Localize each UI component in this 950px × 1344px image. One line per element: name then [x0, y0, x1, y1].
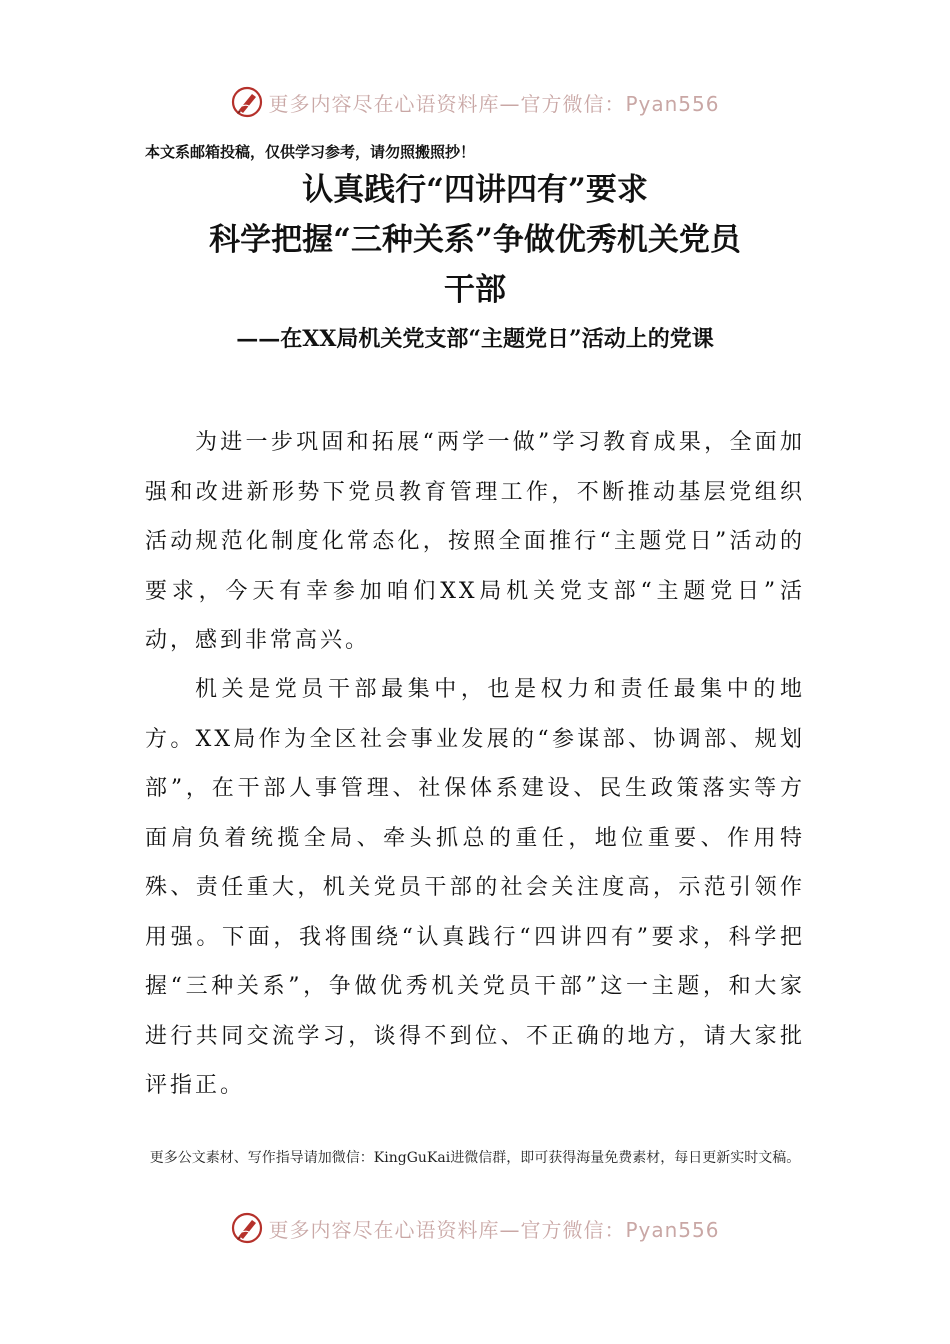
footer-note: 更多公文素材、写作指导请加微信：KingGuKai进微信群，即可获得海量免费素材，每日更新实时文稿。 [149, 1150, 801, 1166]
header-banner-text: 更多内容尽在心语资料库—官方微信：Pyan556 [268, 91, 720, 116]
body-paragraph-2: 机关是党员干部最集中，也是权力和责任最集中的地方。XX局作为全区社会事业发展的“参谋部、协调部、规划部”，在干部人事管理、社保体系建设、民生政策落实等方面肩负着统揽全局、牵头抓总的重任，地位重要、作用特殊、责任重大，机关党员干部的社会关注度高，示范引领作用强。下面，我将围绕“认真践行“四讲四有”要求，科学把握“三种关系”，争做优秀机关党员干部”这一主题，和大家进行共同交流学习，谈得不到位、不正确的地方，请大家批评指正。 [145, 677, 805, 1098]
header-banner [0, 82, 950, 122]
title-line-3: 干部 [444, 272, 506, 308]
pen-logo-icon [230, 1211, 264, 1245]
footer-banner-text: 更多内容尽在心语资料库—官方微信：Pyan556 [268, 1217, 720, 1242]
body-paragraph-1: 为进一步巩固和拓展“两学一做”学习教育成果，全面加强和改进新形势下党员教育管理工作，不断推动基层党组织活动规范化制度化常态化，按照全面推行“主题党日”活动的要求，今天有幸参加咱们XX局机关党支部“主题党日”活动，感到非常高兴。 [145, 430, 805, 653]
subtitle: ——在XX局机关党支部“主题党日”活动上的党课 [236, 326, 714, 352]
pen-logo-icon [230, 85, 264, 119]
footer-banner [0, 1208, 950, 1248]
title-line-2: 科学把握“三种关系”争做优秀机关党员 [209, 222, 741, 258]
title-line-1: 认真践行“四讲四有”要求 [302, 172, 648, 208]
submission-notice: 本文系邮箱投稿，仅供学习参考，请勿照搬照抄！ [145, 143, 476, 161]
